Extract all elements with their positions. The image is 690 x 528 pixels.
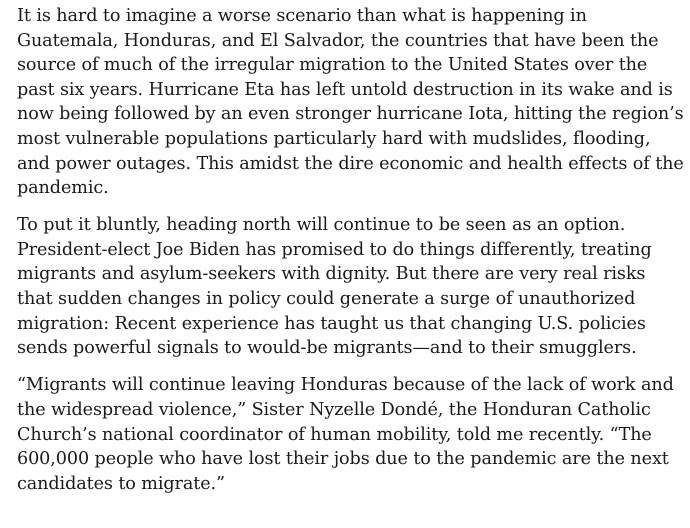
paragraph-hurricanes: It is hard to imagine a worse scenario than what is happening in Guatemala, Honduras, and El Salvador, the countries that have been the source of much of the irregular migration to the United States over the past six years. Hurricane Eta has left untold destruction in its wake and is now being followed by an even stronger hurricane Iota, hitting the region’s most vulnerable populations particularly hard with mudslides, flooding, and power outages. This amidst the dire economic and health effects of the pandemic. — [17, 6, 684, 199]
paragraph-migrants-quote: “Migrants will continue leaving Honduras because of the lack of work and the widespread violence,” Sister Nyzelle Dondé, the Honduran Catholic Church’s national coordinator of human mobility, told me recently. “The 600,000 people who have lost their jobs due to the pandemic are the next candidates to migrate.” — [17, 375, 674, 494]
paragraph-heading-north: To put it bluntly, heading north will continue to be seen as an option. President-elect Joe Biden has promised to do things differently, treating migrants and asylum-seekers with dignity. But there are very real risks that sudden changes in policy could generate a surge of unauthorized migration: Recent experience has taught us that changing U.S. policies sends powerful signals to would-be migrants—and to their smugglers. — [17, 215, 652, 359]
